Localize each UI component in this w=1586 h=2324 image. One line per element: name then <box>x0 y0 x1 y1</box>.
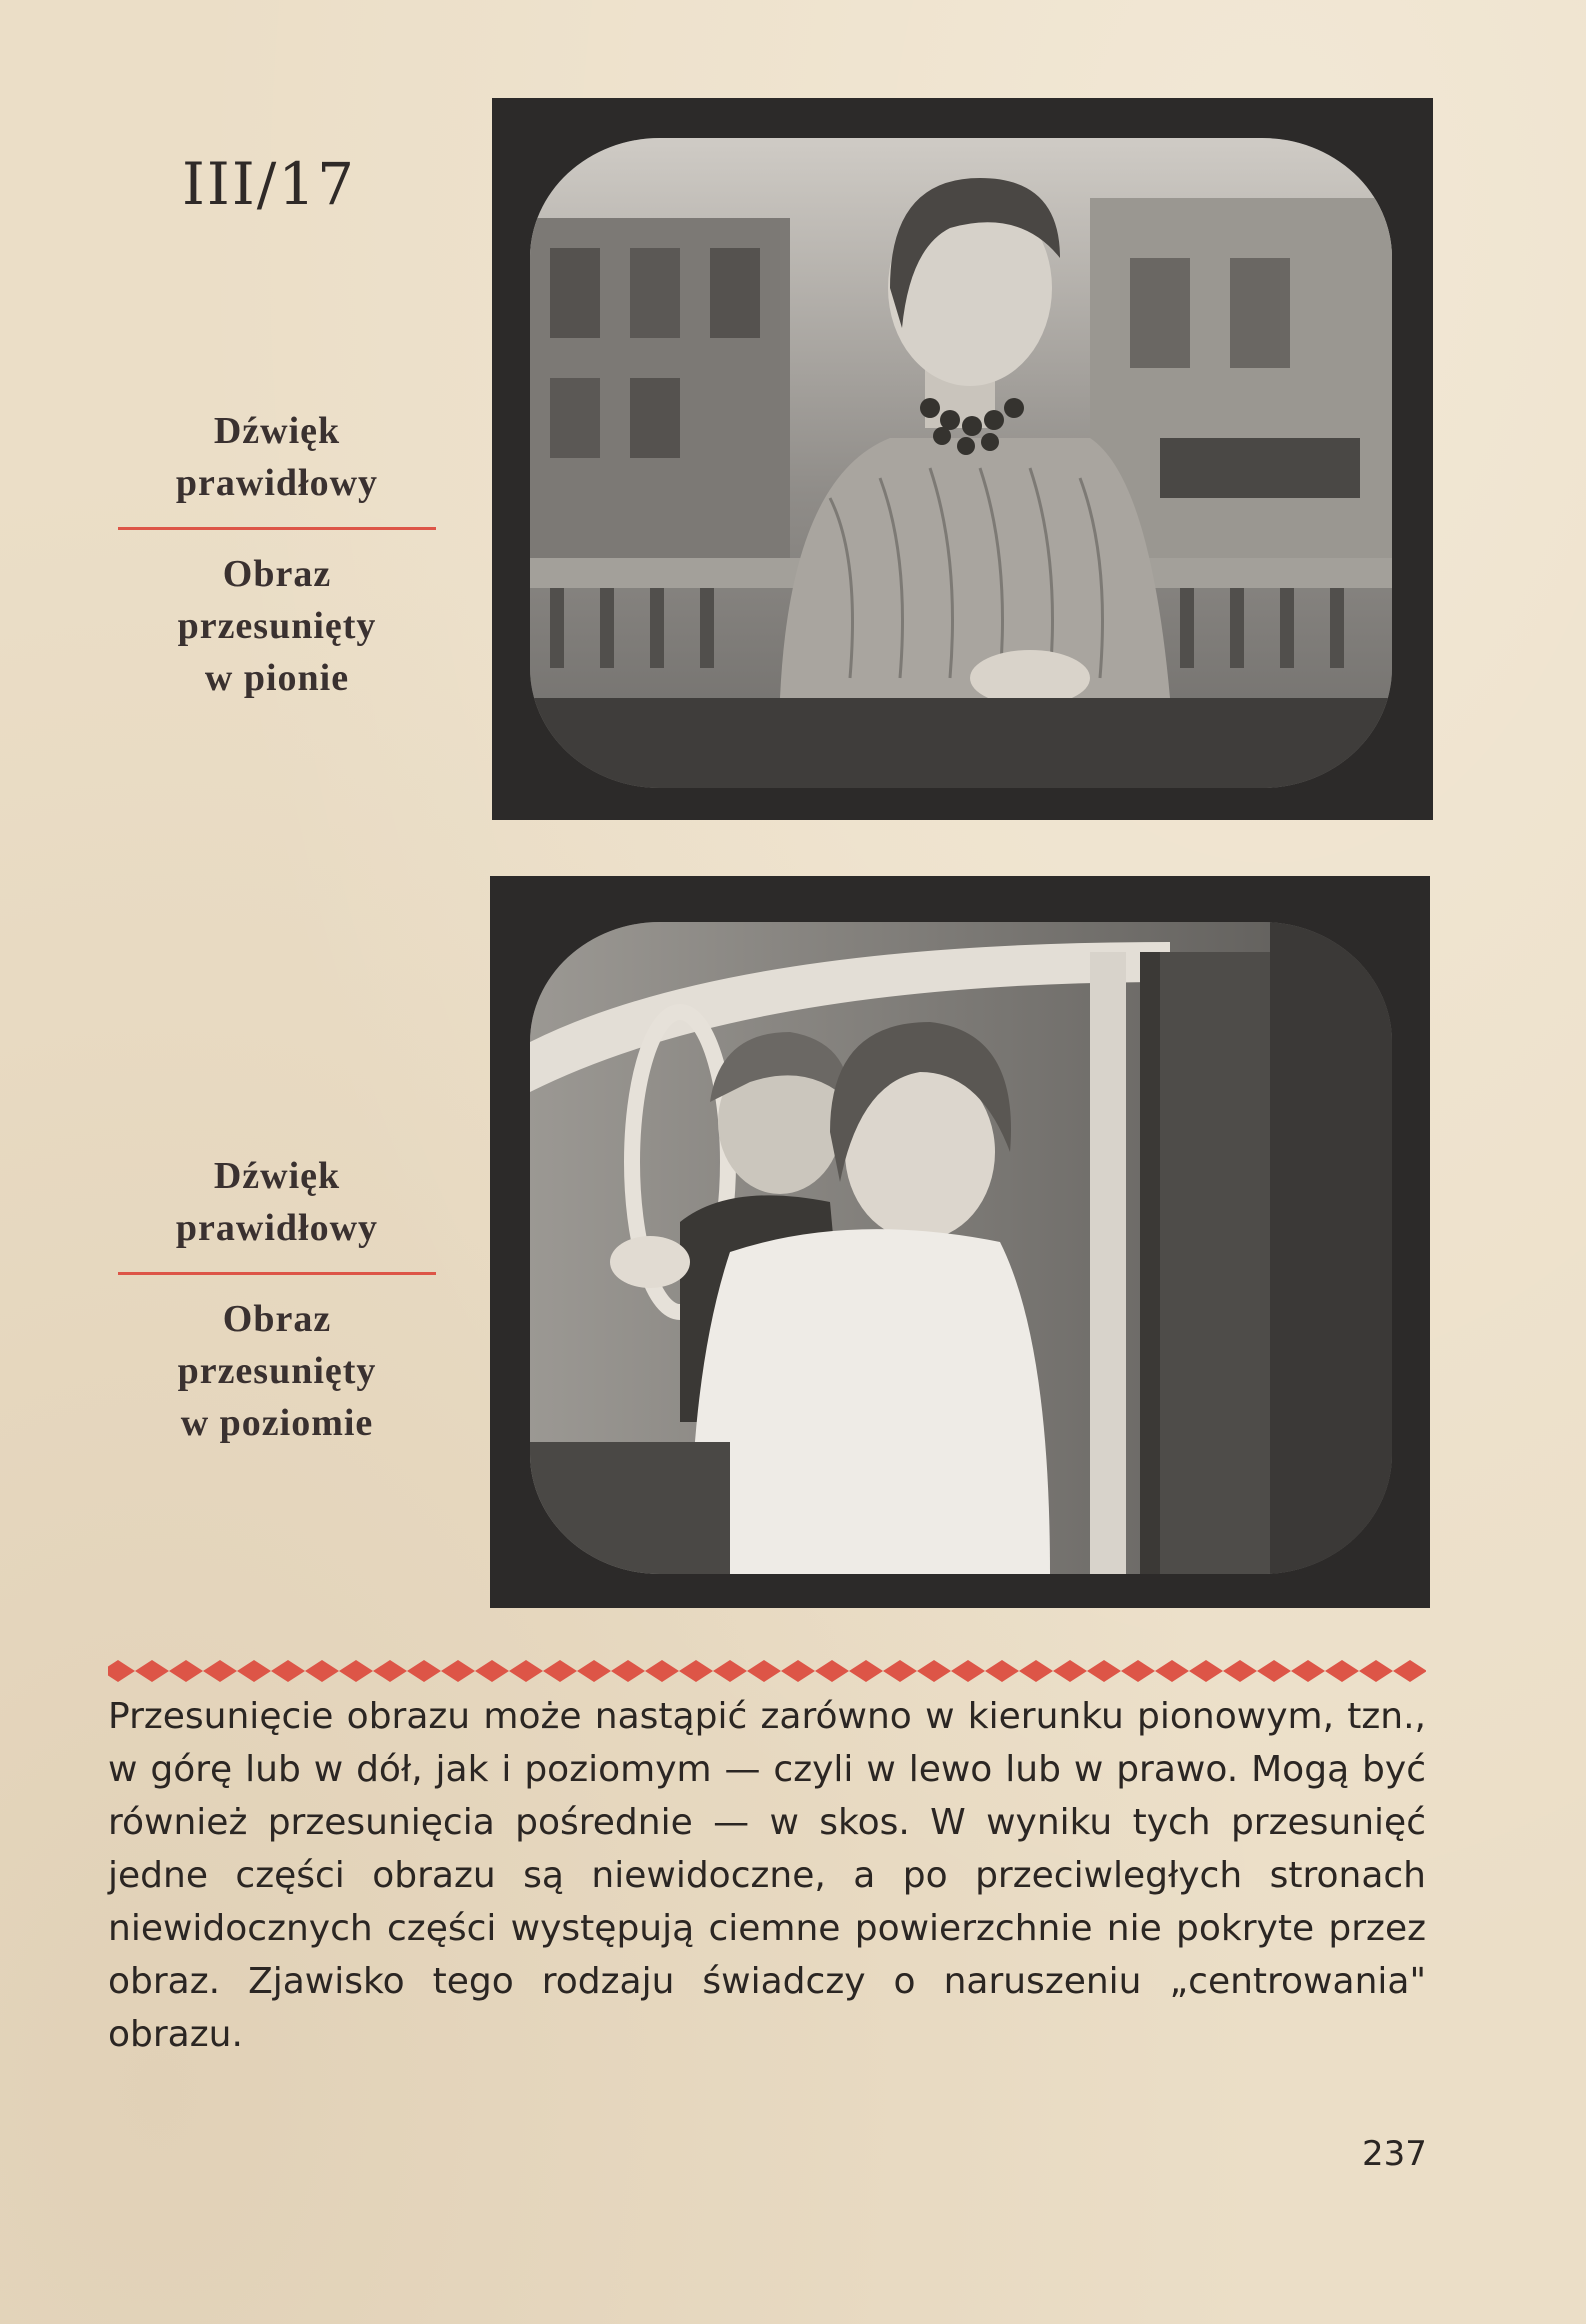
caption-image-line-2: przesunięty <box>177 605 377 647</box>
diamond-ornament <box>1155 1660 1189 1682</box>
diamond-ornament <box>1257 1660 1291 1682</box>
caption-image-line-3: w poziomie <box>180 1402 374 1444</box>
diamond-ornament <box>1087 1660 1121 1682</box>
diamond-ornament <box>1291 1660 1325 1682</box>
diamond-ornament <box>441 1660 475 1682</box>
caption-sound-line-1: Dźwięk <box>213 410 341 452</box>
caption-sound-line-1: Dźwięk <box>213 1155 341 1197</box>
diamond-ornament <box>1053 1660 1087 1682</box>
diamond-ornament <box>407 1660 441 1682</box>
diamond-ornament <box>543 1660 577 1682</box>
diamond-ornament <box>951 1660 985 1682</box>
diamond-border <box>108 1656 1426 1686</box>
diamond-ornament <box>1019 1660 1053 1682</box>
caption-block-2 <box>118 1150 436 1449</box>
diamond-ornament <box>645 1660 679 1682</box>
photo-woman-illustration <box>530 138 1392 788</box>
diamond-ornament <box>203 1660 237 1682</box>
diamond-ornament <box>781 1660 815 1682</box>
photo-children-illustration <box>530 922 1392 1574</box>
caption-sound-line-2: prawidłowy <box>175 462 379 504</box>
caption-image-line-1: Obraz <box>222 1298 332 1340</box>
diamond-ornament <box>747 1660 781 1682</box>
diamond-ornament <box>339 1660 373 1682</box>
tv-frame-horizontal-shift <box>490 876 1430 1608</box>
caption-sound-line-2: prawidłowy <box>175 1207 379 1249</box>
diamond-ornament <box>883 1660 917 1682</box>
diamond-ornament <box>713 1660 747 1682</box>
caption-block-1 <box>118 405 436 704</box>
page-number: 237 <box>1362 2134 1427 2174</box>
diamond-ornament <box>1393 1660 1426 1682</box>
diamond-ornament <box>1223 1660 1257 1682</box>
diamond-ornament <box>135 1660 169 1682</box>
diamond-ornament <box>849 1660 883 1682</box>
red-divider <box>118 527 436 530</box>
diamond-ornament <box>985 1660 1019 1682</box>
tv-screen-photo-woman <box>530 138 1392 788</box>
diamond-ornament <box>509 1660 543 1682</box>
red-divider <box>118 1272 436 1275</box>
section-number: III/17 <box>182 150 357 218</box>
diamond-ornament <box>679 1660 713 1682</box>
diamond-ornament <box>373 1660 407 1682</box>
diamond-ornament <box>237 1660 271 1682</box>
diamond-ornament <box>305 1660 339 1682</box>
diamond-ornament <box>917 1660 951 1682</box>
tv-screen-photo-children <box>530 922 1392 1574</box>
diamond-ornament <box>169 1660 203 1682</box>
caption-image-line-3: w pionie <box>204 657 350 699</box>
caption-image-line-1: Obraz <box>222 553 332 595</box>
diamond-ornament <box>1359 1660 1393 1682</box>
diamond-ornament <box>1189 1660 1223 1682</box>
diamond-ornament <box>611 1660 645 1682</box>
diamond-ornament <box>108 1660 135 1682</box>
caption-image-line-2: przesunięty <box>177 1350 377 1392</box>
diamond-ornament <box>1325 1660 1359 1682</box>
tv-frame-vertical-shift <box>492 98 1433 820</box>
diamond-ornament <box>815 1660 849 1682</box>
diamond-ornament <box>475 1660 509 1682</box>
diamond-ornament <box>577 1660 611 1682</box>
body-paragraph: Przesunięcie obrazu może nastąpić zarówno w kierunku pionowym, tzn., w górę lub w dół, jak i poziomym — czyli w lewo lub w prawo. Mogą być również przesunięcia pośrednie — w skos. W wyniku tych przesunięć jedne części obrazu są niewidoczne, a po przeciwległych stronach niewidocznych części występują ciemne powierzchnie nie pokryte przez obraz. Zjawisko tego rodzaju świadczy o naruszeniu „centrowania" obrazu. <box>108 1696 1426 2055</box>
diamond-ornament <box>1121 1660 1155 1682</box>
diamond-ornament <box>271 1660 305 1682</box>
